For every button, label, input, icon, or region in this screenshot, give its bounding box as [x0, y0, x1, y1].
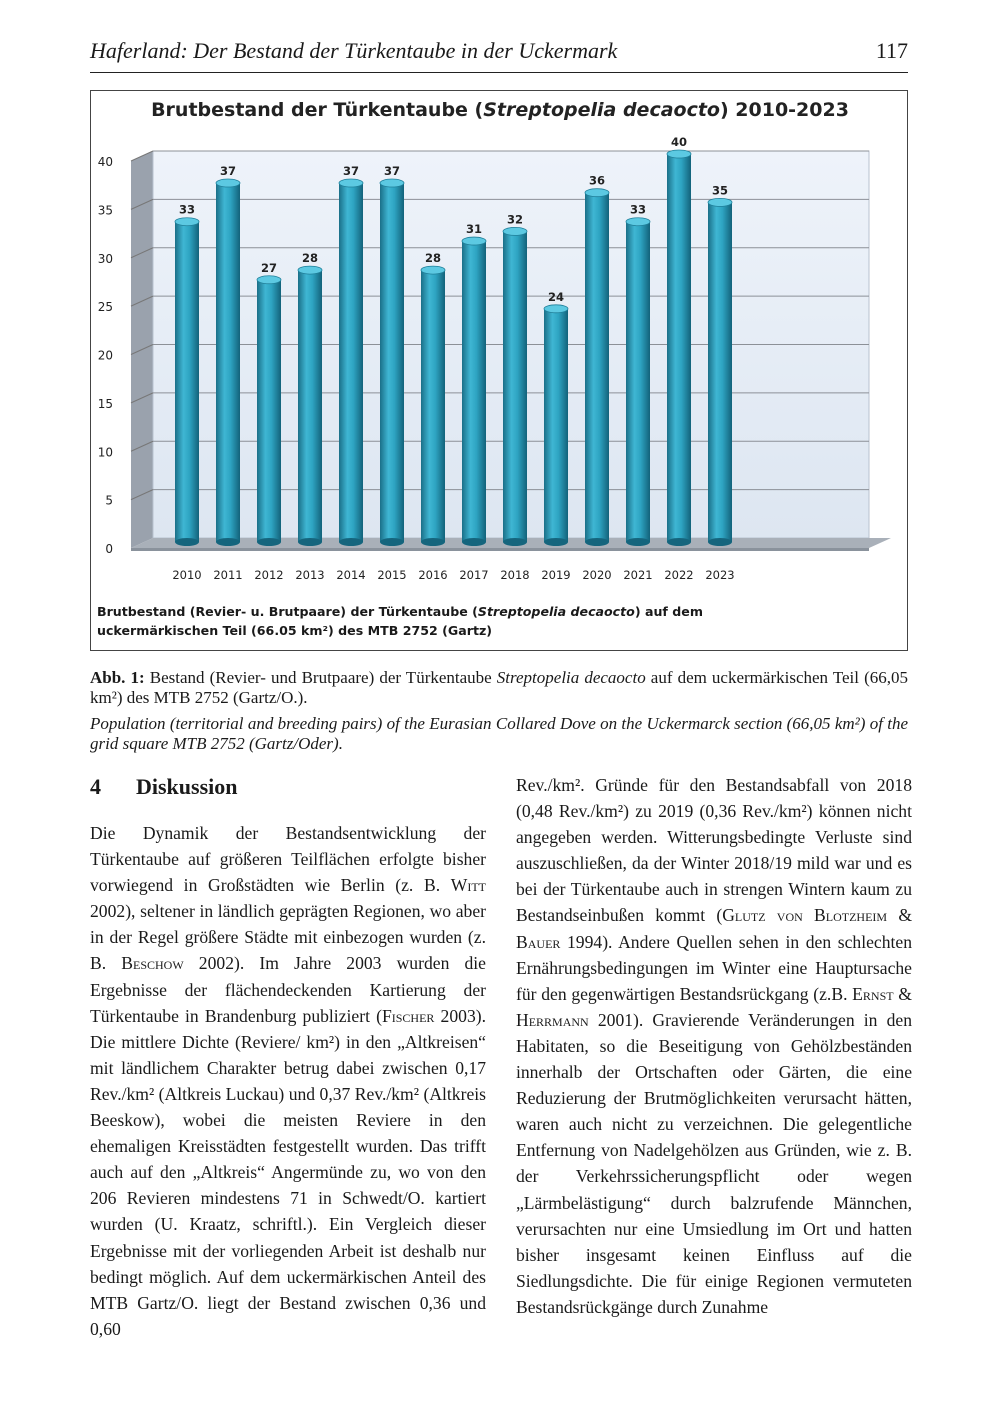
y-tick-label: 20	[97, 348, 113, 363]
bar-cap	[421, 266, 445, 274]
bar-body	[667, 154, 691, 542]
bar-cap	[708, 198, 732, 206]
body-column-right	[516, 772, 912, 1320]
running-title: Haferland: Der Bestand der Türkentaube in der Uckermark	[90, 38, 618, 63]
text-run: 2002). Im Jahre 2003 wurden die Ergebnisse der flächendeckenden Kartierung der Türkentaube in Brandenburg publiziert (	[90, 953, 486, 1026]
x-tick-label: 2011	[213, 568, 243, 582]
x-tick-label: 2014	[336, 568, 366, 582]
caption-de-part2: auf dem uckermärkischen Teil (66,05 km²) des MTB 2752 (Gartz/O.).	[90, 668, 908, 707]
author-name: Fischer	[381, 1005, 435, 1026]
data-label: 37	[383, 164, 401, 179]
bar-base	[421, 538, 445, 546]
bar	[626, 218, 650, 546]
text-run: Rev./km². Gründe für den Bestandsabfall von 2018 (0,48 Rev./km²) zu 2019 (0,36 Rev./km²) können nicht angegeben werden. Witterungsbedingte Verluste sind auszuschließen, da der Winter 2018/19 mild war und es bei der Türkentaube auch in strengen Wintern kaum zu Bestandseinbußen kommt (	[516, 775, 912, 926]
x-tick-label: 2020	[582, 568, 612, 582]
bar	[544, 305, 568, 546]
text-run: 1994). Andere Quellen sehen in den schlechten Ernährungsbedingungen im Winter eine Hauptursache für den gegenwärtigen Bestandsrückgang (z.B.	[516, 931, 912, 1004]
bar-body	[298, 270, 322, 542]
bar-body	[503, 231, 527, 542]
data-label: 33	[629, 202, 647, 217]
bar	[257, 276, 281, 546]
bar-body	[585, 193, 609, 542]
x-tick-label: 2017	[459, 568, 489, 582]
bar-cap	[216, 179, 240, 187]
bar	[667, 150, 691, 546]
bar-body	[175, 222, 199, 542]
bar-cap	[503, 227, 527, 235]
author-name: Beschow	[121, 953, 184, 974]
chart-note-prefix: Brutbestand (Revier- u. Brutpaare) der Türkentaube (	[97, 604, 478, 619]
bar	[216, 179, 240, 546]
bar-base	[175, 538, 199, 546]
data-label: 36	[588, 173, 606, 188]
x-tick-label: 2023	[705, 568, 735, 582]
y-tick-label: 5	[105, 493, 113, 508]
bar-body	[421, 270, 445, 542]
x-tick-label: 2021	[623, 568, 653, 582]
bar-body	[626, 222, 650, 542]
section-number: 4	[90, 774, 101, 799]
y-tick-label: 35	[97, 203, 113, 218]
bar	[298, 266, 322, 546]
bar	[708, 198, 732, 546]
bar-cap	[544, 305, 568, 313]
caption-de-part1: Bestand (Revier- und Brutpaare) der Türkentaube	[144, 668, 497, 687]
body-column-left	[90, 820, 486, 1342]
bar-cap	[339, 179, 363, 187]
bar-base	[339, 538, 363, 546]
data-label: 37	[342, 164, 360, 179]
bar	[462, 237, 486, 546]
x-tick-label: 2010	[172, 568, 202, 582]
author-name: Ernst & Herrmann	[516, 983, 912, 1030]
author-name: Witt	[450, 875, 486, 896]
paragraph	[90, 820, 486, 1342]
chart-note-species: Streptopelia decaocto	[477, 604, 635, 619]
bar-cap	[298, 266, 322, 274]
x-tick-label: 2018	[500, 568, 530, 582]
paragraph	[516, 772, 912, 1320]
data-label: 40	[670, 135, 688, 149]
text-run: 2001). Gravierende Veränderungen in den Habitaten, so die Beseitigung von Gehölzbeständen innerhalb der Ortschaften oder Gärten, die eine Reduzierung der Brutmöglichkeiten verursacht hätten, waren auch nicht zu verzeichnen. Die gelegentliche Entfernung von Nadelgehölzen aus Gründen, wie z. B. der Verkehrssicherungspflicht oder wegen „Lärmbelästigung“ durch balzrufende Männchen, verursachten nur eine Umsiedlung im Ort und hatten bisher insgesamt keinen Einfluss auf die Siedlungsdichte. Die für einige Regionen vermuteten Bestandsrückgänge durch Zunahme	[516, 1009, 912, 1317]
bar-cap	[585, 189, 609, 197]
bar	[339, 179, 363, 546]
data-label: 31	[465, 222, 483, 237]
text-run: 2002), seltener in ländlich geprägten Regionen, wo aber in der Regel größere Städte mit einbezogen wurden (z. B.	[90, 901, 486, 974]
bar-cap	[462, 237, 486, 245]
text-run: Die Dynamik der Bestandsentwicklung der Türkentaube auf größeren Teilflächen erfolgte bisher vorwiegend in Großstädten wie Berlin (z. B.	[90, 823, 486, 896]
bar-cap	[667, 150, 691, 158]
bar-base	[503, 538, 527, 546]
bar-base	[585, 538, 609, 546]
section-heading	[90, 774, 238, 800]
x-tick-label: 2022	[664, 568, 694, 582]
x-tick-label: 2013	[295, 568, 325, 582]
data-label: 28	[301, 251, 319, 266]
bar-cap	[257, 276, 281, 284]
bar	[585, 189, 609, 546]
bar	[175, 218, 199, 546]
data-label: 27	[260, 260, 278, 275]
caption-english: Population (territorial and breeding pairs) of the Eurasian Collared Dove on the Uckermarck section (66,05 km²) of the grid square MTB 2752 (Gartz/Oder).	[90, 714, 908, 753]
bar-body	[708, 202, 732, 542]
chart-title-species: Streptopelia decaocto	[483, 99, 720, 121]
text-run: 2003). Die mittlere Dichte (Reviere/ km²) in den „Altkreisen“ mit ländlichem Charakter betrug dabei zwischen 0,17 Rev./km² (Altkreis Luckau) und 0,37 Rev./km² (Altkreis Beeskow), wobei die meisten Reviere in den ehemaligen Kreisstädten festgestellt wurden. Das trifft auch auf den „Altkreis“ Angermünde zu, wo von den 206 Revieren mindestens 71 in Schwedt/O. kartiert wurden (U. Kraatz, schriftl.). Ein Vergleich dieser Ergebnisse mit der vorliegenden Arbeit ist deshalb nur bedingt möglich. Auf dem uckermärkischen Anteil des MTB Gartz/O. liegt der Bestand zwischen 0,36 und 0,60	[90, 1005, 487, 1339]
bar	[503, 227, 527, 546]
bar-base	[667, 538, 691, 546]
page-number: 117	[875, 38, 908, 63]
data-label: 28	[424, 251, 442, 266]
figure-box	[90, 90, 908, 651]
bar-base	[380, 538, 404, 546]
data-label: 24	[547, 289, 565, 304]
section-title: Diskussion	[136, 774, 238, 799]
bar-body	[339, 183, 363, 542]
bar-base	[708, 538, 732, 546]
figure-caption	[90, 668, 908, 754]
running-head	[90, 38, 908, 73]
chart-title-prefix: Brutbestand der Türkentaube (	[151, 99, 484, 121]
bar	[421, 266, 445, 546]
bar-body	[462, 241, 486, 542]
chart-title-suffix: ) 2010-2023	[719, 99, 849, 121]
caption-label: Abb. 1:	[90, 668, 145, 687]
caption-german	[90, 668, 908, 708]
bar-body	[257, 280, 281, 542]
bar	[380, 179, 404, 546]
data-label: 32	[506, 212, 524, 227]
bar-base	[216, 538, 240, 546]
bar-body	[216, 183, 240, 542]
data-label: 37	[219, 164, 237, 179]
bar-cap	[626, 218, 650, 226]
bar-base	[626, 538, 650, 546]
chart-note-line1-suffix: ) auf dem	[634, 604, 703, 619]
data-label: 35	[711, 183, 729, 198]
bar-cap	[175, 218, 199, 226]
bar-cap	[380, 179, 404, 187]
chart-floor-edge	[131, 548, 869, 551]
bar-chart	[91, 91, 909, 601]
y-tick-label: 40	[97, 155, 113, 169]
author-name: Glutz von Blotzheim & Bauer	[516, 905, 912, 952]
bar-body	[544, 309, 568, 542]
chart-note-line2: uckermärkischen Teil (66.05 km²) des MTB 2752 (Gartz)	[97, 623, 493, 638]
y-tick-label: 0	[105, 542, 113, 556]
data-label: 33	[178, 202, 196, 217]
y-tick-label: 15	[97, 396, 113, 411]
bar-base	[257, 538, 281, 546]
chart-note	[97, 602, 737, 640]
y-tick-label: 25	[97, 300, 113, 315]
x-tick-label: 2015	[377, 568, 407, 582]
y-tick-label: 30	[97, 251, 113, 266]
bar-base	[544, 538, 568, 546]
y-tick-label: 10	[97, 445, 113, 460]
x-tick-label: 2012	[254, 568, 284, 582]
x-tick-label: 2019	[541, 568, 571, 582]
bar-body	[380, 183, 404, 542]
bar-base	[462, 538, 486, 546]
bar-base	[298, 538, 322, 546]
caption-de-species: Streptopelia decaocto	[496, 668, 646, 687]
x-tick-label: 2016	[418, 568, 448, 582]
